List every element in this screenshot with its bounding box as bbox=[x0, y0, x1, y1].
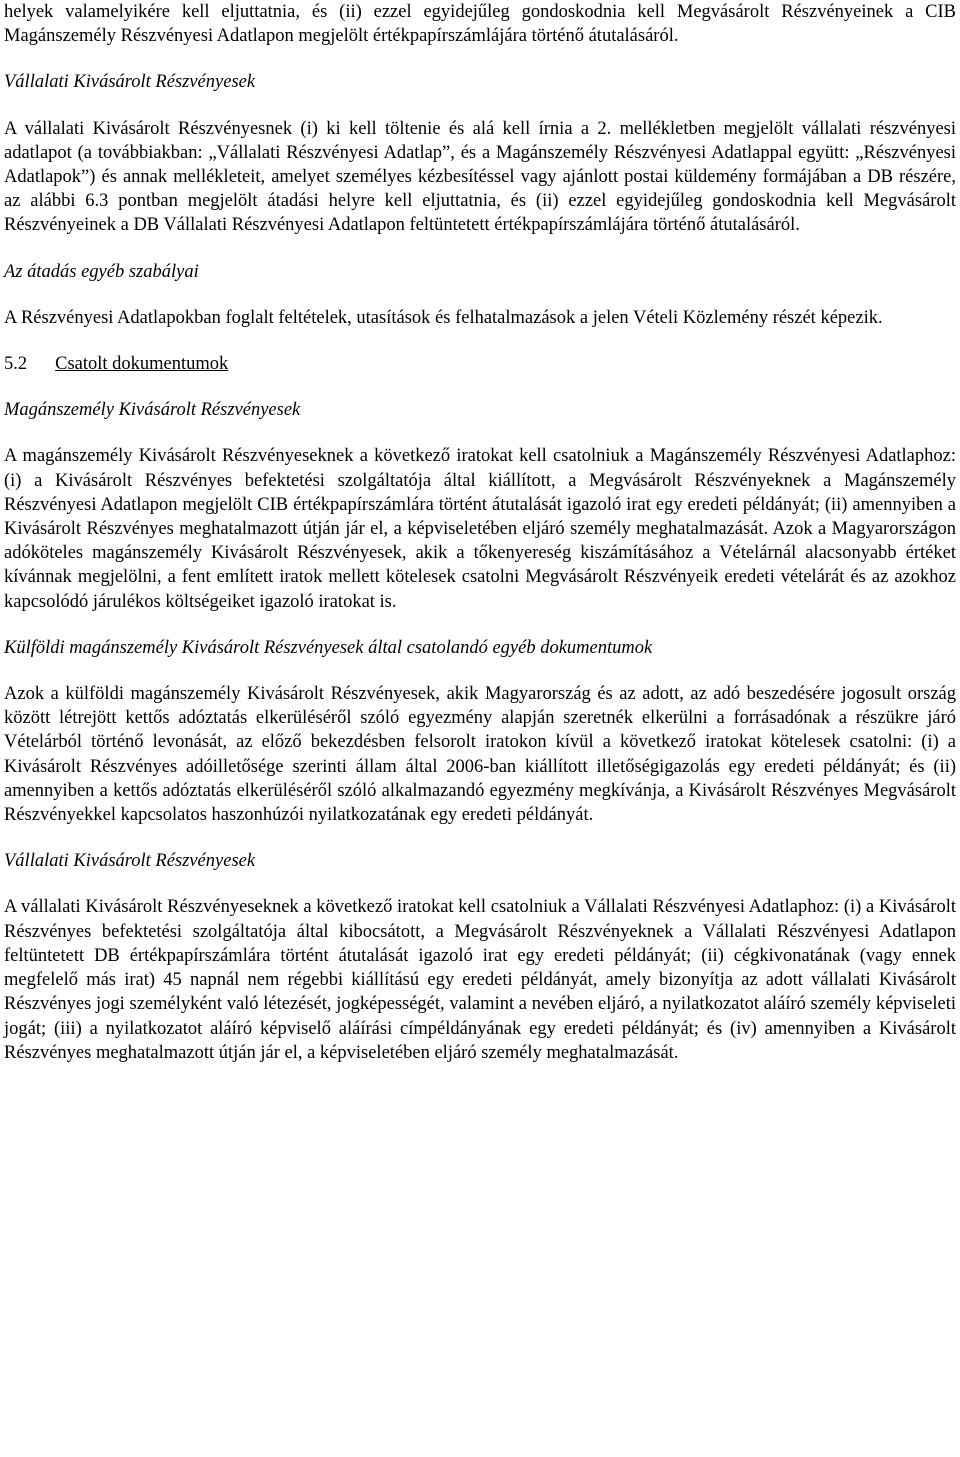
subheading-other-rules: Az átadás egyéb szabályai bbox=[4, 261, 199, 282]
section-heading bbox=[4, 352, 956, 376]
subheading-individual-shareholders: Magánszemély Kivásárolt Részvényesek bbox=[4, 400, 301, 421]
paragraph-corporate-shareholders-documents: A vállalati Kivásárolt Részvényeseknek a következő iratokat kell csatolniuk a Vállalati Részvényesi Adatlaphoz: (i) a Kivásárolt Részvényes befektetési szolgáltatója által kibocsátott, a Megvásárolt Részvényeknek a Vállalati Részvényesi Adatlapon feltüntetett DB értékpapírszámlára történt átutalását igazoló irat egy eredeti példányát; (ii) cégkivonatának (vagy ennek megfelelő más irat) 45 napnál nem régebbi kiállítású egy eredeti példányát, amely bizonyítja az adott vállalati Kivásárolt Részvényes jogi személyként való létezését, jogképességét, valamint a nevében eljáró, a nyilatkozatot aláíró személy képviseleti jogát; (iii) a nyilatkozatot aláíró képviselő aláírási címpéldányának egy eredeti példányát; és (iv) amennyiben a Kivásárolt Részvényes meghatalmazott útján jár el, a képviseletében eljáró személy meghatalmazását. bbox=[4, 897, 956, 1063]
subheading-corporate-shareholders: Vállalati Kivásárolt Részvényesek bbox=[4, 72, 256, 93]
paragraph-individual-shareholders: A magánszemély Kivásárolt Részvényeseknek a következő iratokat kell csatolniuk a Magánszemély Részvényesi Adatlaphoz: (i) a Kivásárolt Részvényes befektetési szolgáltatója által kiállított, a Megvásárolt Részvényeknek a Magánszemély Részvényesi Adatlapon megjelölt CIB értékpapírszámlára történt átutalását igazoló irat egy eredeti példányát; (ii) amennyiben a Kivásárolt Részvényes meghatalmazott útján jár el, a képviseletében eljáró személy meghatalmazását. Azok a Magyarországon adóköteles magánszemély Kivásárolt Részvényesek, akik a tőkenyereség kiszámításához a Vételárnál alacsonyabb értéket kívánnak megjelölni, a fent említett iratok mellett kötelesek csatolni Megvásárolt Részvényeik eredeti vételárát és az azokhoz kapcsolódó járulékos költségeiket igazoló iratokat is. bbox=[4, 446, 956, 612]
subheading-corporate-shareholders-documents: Vállalati Kivásárolt Részvényesek bbox=[4, 851, 256, 872]
section-number: 5.2 bbox=[4, 354, 28, 375]
section-title: Csatolt dokumentumok bbox=[55, 354, 229, 375]
paragraph-other-rules: A Részvényesi Adatlapokban foglalt feltételek, utasítások és felhatalmazások a jelen Vételi Közlemény részét képezik. bbox=[4, 307, 883, 328]
paragraph-foreign-individual-documents: Azok a külföldi magánszemély Kivásárolt Részvényesek, akik Magyarország és az adott, az adó beszedésére jogosult ország között létrejött kettős adóztatás elkerüléséről szóló egyezmény alapján szeretnék elkerülni a forrásadónak a részükre járó Vételárból történő levonását, az előző bekezdésben felsorolt iratokon kívül a következő iratokat kötelesek csatolni: (i) a Kivásárolt Részvényes adóilletősége szerinti állam által 2006-ban kiállított illetőségigazolás egy eredeti példányát; és (ii) amennyiben a kettős adóztatás elkerüléséről szóló alkalmazandó egyezmény megkívánja, a Kivásárolt Részvényes Megvásárolt Részvényekkel kapcsolatos haszonhúzói nyilatkozatának egy eredeti példányát. bbox=[4, 684, 956, 826]
paragraph-corporate-shareholders: A vállalati Kivásárolt Részvényesnek (i) ki kell töltenie és alá kell írnia a 2. mellékletben megjelölt vállalati részvényesi adatlapot (a továbbiakban: „Vállalati Részvényesi Adatlap”, és a Magánszemély Részvényesi Adatlappal együtt: „Részvényesi Adatlapok”) és annak mellékleteit, amelyet személyes kézbesítéssel vagy ajánlott postai küldemény formájában a DB részére, az alábbi 6.3 pontban megjelölt átadási helyre kell eljuttatnia, és (ii) ezzel egyidejűleg gondoskodnia kell Megvásárolt Részvényeinek a DB Vállalati Részvényesi Adatlapon feltüntetett értékpapírszámlájára történő átutalásáról. bbox=[4, 118, 956, 236]
subheading-foreign-individual-documents: Külföldi magánszemély Kivásárolt Részvényesek által csatolandó egyéb dokumentumok bbox=[4, 637, 653, 658]
paragraph-intro-continuation: helyek valamelyikére kell eljuttatnia, és (ii) ezzel egyidejűleg gondoskodnia kell Megvásárolt Részvényeinek a CIB Magánszemély Részvényesi Adatlapon megjelölt értékpapírszámlájára történő átutalásáról. bbox=[4, 2, 956, 47]
